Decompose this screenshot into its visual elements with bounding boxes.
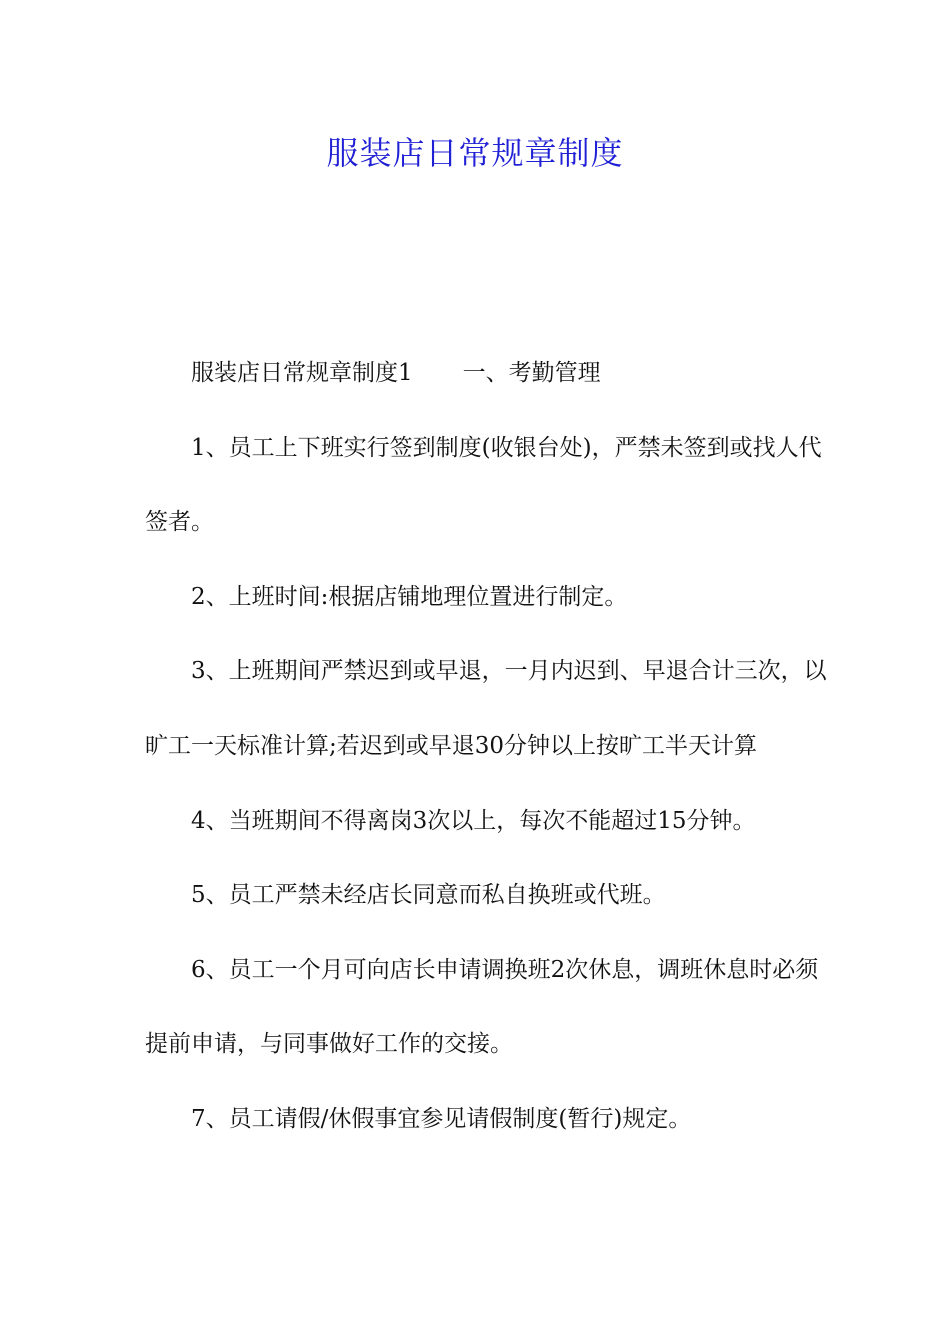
intro-line bbox=[145, 336, 835, 411]
paragraph-2: 2、上班时间:根据店铺地理位置进行制定。 bbox=[191, 583, 628, 610]
section-heading: 一、考勤管理 bbox=[462, 360, 601, 386]
document-title: 服装店日常规章制度 bbox=[326, 134, 624, 172]
document-body bbox=[145, 336, 835, 1157]
paragraph-1: 1、员工上下班实行签到制度(收银台处)，严禁未签到或找人代签者。 bbox=[145, 434, 822, 536]
paragraph-4: 4、当班期间不得离岗3次以上，每次不能超过15分钟。 bbox=[191, 807, 756, 834]
paragraph-6: 6、员工一个月可向店长申请调换班2次休息，调班休息时必须提前申请，与同事做好工作的交接。 bbox=[145, 956, 819, 1058]
paragraph-3: 3、上班期间严禁迟到或早退，一月内迟到、早退合计三次，以旷工一天标准计算;若迟到或早退30分钟以上按旷工半天计算 bbox=[145, 658, 827, 759]
paragraph-7: 7、员工请假/休假事宜参见请假制度(暂行)规定。 bbox=[191, 1105, 692, 1132]
intro-heading: 服装店日常规章制度1 bbox=[191, 360, 413, 386]
paragraph-5: 5、员工严禁未经店长同意而私自换班或代班。 bbox=[191, 882, 666, 909]
